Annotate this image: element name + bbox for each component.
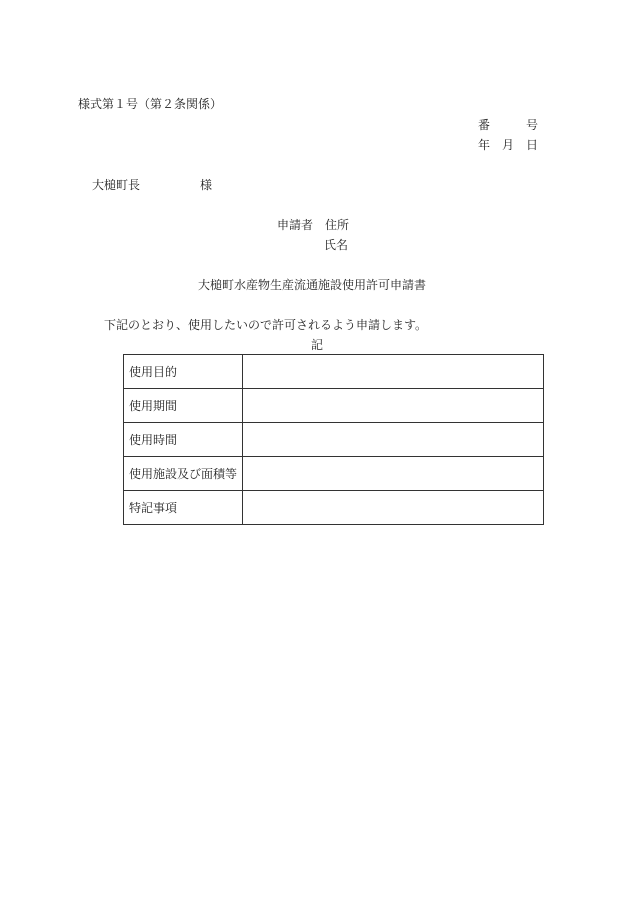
date-line: [478, 138, 538, 152]
row-label-period: 使用期間: [124, 389, 243, 423]
form-number: 様式第１号（第２条関係）: [78, 97, 223, 111]
date-month-label: 月: [502, 138, 515, 152]
row-label-purpose: 使用目的: [124, 355, 243, 389]
table-row: [124, 491, 544, 525]
table-row: [124, 423, 544, 457]
number-go-label: 号: [526, 118, 539, 132]
applicant-role: 申請者: [277, 218, 314, 232]
row-value-facility[interactable]: [243, 457, 544, 491]
number-line: [478, 118, 538, 132]
number-ban-label: 番: [478, 118, 491, 132]
addressee-name: 大槌町長: [92, 178, 141, 192]
row-value-purpose[interactable]: [243, 355, 544, 389]
applicant-name-label: 氏名: [324, 238, 349, 252]
applicant-address-line: [277, 218, 349, 232]
row-value-notes[interactable]: [243, 491, 544, 525]
date-day-label: 日: [526, 138, 539, 152]
detail-table: [123, 354, 544, 525]
applicant-address-label: 住所: [325, 218, 350, 232]
row-value-time[interactable]: [243, 423, 544, 457]
body-text: 下記のとおり、使用したいので許可されるよう申請します。: [104, 318, 428, 332]
document-title: 大槌町水産物生産流通施設使用許可申請書: [198, 278, 427, 292]
table-row: [124, 457, 544, 491]
row-label-time: 使用時間: [124, 423, 243, 457]
table-row: [124, 389, 544, 423]
addressee-honorific: 様: [200, 178, 213, 192]
date-year-label: 年: [478, 138, 491, 152]
addressee: [92, 178, 212, 192]
ki-mark: 記: [311, 338, 324, 352]
row-label-facility: 使用施設及び面積等: [124, 457, 243, 491]
row-label-notes: 特記事項: [124, 491, 243, 525]
table-row: [124, 355, 544, 389]
row-value-period[interactable]: [243, 389, 544, 423]
